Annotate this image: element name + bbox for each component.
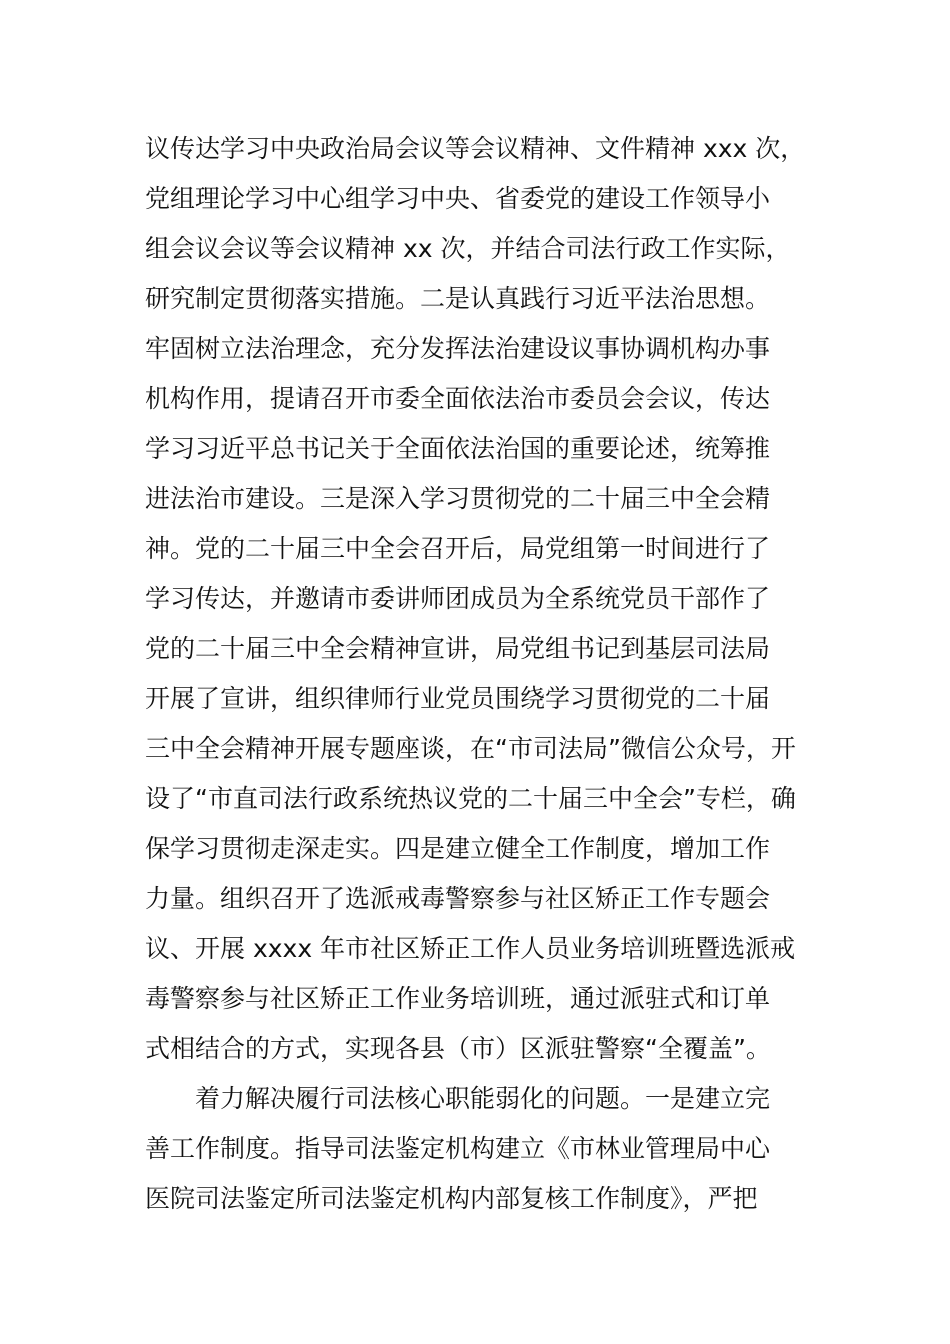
paragraph-1-line-12: 开展了宣讲，组织律师行业党员围绕学习贯彻党的二十届 <box>145 684 771 713</box>
paragraph-1-line-6: 机构作用，提请召开市委全面依法治市委员会会议，传达 <box>145 384 771 413</box>
paragraph-2-line-3: 医院司法鉴定所司法鉴定机构内部复核工作制度》，严把 <box>145 1184 758 1213</box>
paragraph-1-line-13: 三中全会精神开展专题座谈，在“市司法局”微信公众号，开 <box>145 734 796 763</box>
paragraph-1-line-4: 研究制定贯彻落实措施。二是认真践行习近平法治思想。 <box>145 284 771 313</box>
paragraph-1-line-17: 议、开展 xxxx 年市社区矫正工作人员业务培训班暨选派戒 <box>145 934 796 963</box>
paragraph-1-line-16: 力量。组织召开了选派戒毒警察参与社区矫正工作专题会 <box>145 884 771 913</box>
paragraph-2-line-1: 着力解决履行司法核心职能弱化的问题。一是建立完 <box>195 1084 771 1113</box>
paragraph-1-line-9: 神。党的二十届三中全会召开后，局党组第一时间进行了 <box>145 534 771 563</box>
paragraph-1-line-15: 保学习贯彻走深走实。四是建立健全工作制度，增加工作 <box>145 834 771 863</box>
paragraph-1-line-2: 党组理论学习中心组学习中央、省委党的建设工作领导小 <box>145 184 771 213</box>
paragraph-1-line-1: 议传达学习中央政治局会议等会议精神、文件精神 xxx 次， <box>145 134 806 163</box>
paragraph-1-line-18: 毒警察参与社区矫正工作业务培训班，通过派驻式和订单 <box>145 984 771 1013</box>
paragraph-1-line-14: 设了“市直司法行政系统热议党的二十届三中全会”专栏，确 <box>145 784 796 813</box>
paragraph-1-line-5: 牢固树立法治理念，充分发挥法治建设议事协调机构办事 <box>145 334 771 363</box>
paragraph-1-line-11: 党的二十届三中全会精神宣讲，局党组书记到基层司法局 <box>145 634 771 663</box>
paragraph-2-line-2: 善工作制度。指导司法鉴定机构建立《市林业管理局中心 <box>145 1134 771 1163</box>
paragraph-1-line-10: 学习传达，并邀请市委讲师团成员为全系统党员干部作了 <box>145 584 771 613</box>
paragraph-1-line-19: 式相结合的方式，实现各县（市）区派驻警察“全覆盖”。 <box>145 1034 771 1063</box>
paragraph-1-line-7: 学习习近平总书记关于全面依法治国的重要论述，统筹推 <box>145 434 771 463</box>
paragraph-1-line-3: 组会议会议等会议精神 xx 次，并结合司法行政工作实际， <box>145 234 791 263</box>
paragraph-1-line-8: 进法治市建设。三是深入学习贯彻党的二十届三中全会精 <box>145 484 771 513</box>
